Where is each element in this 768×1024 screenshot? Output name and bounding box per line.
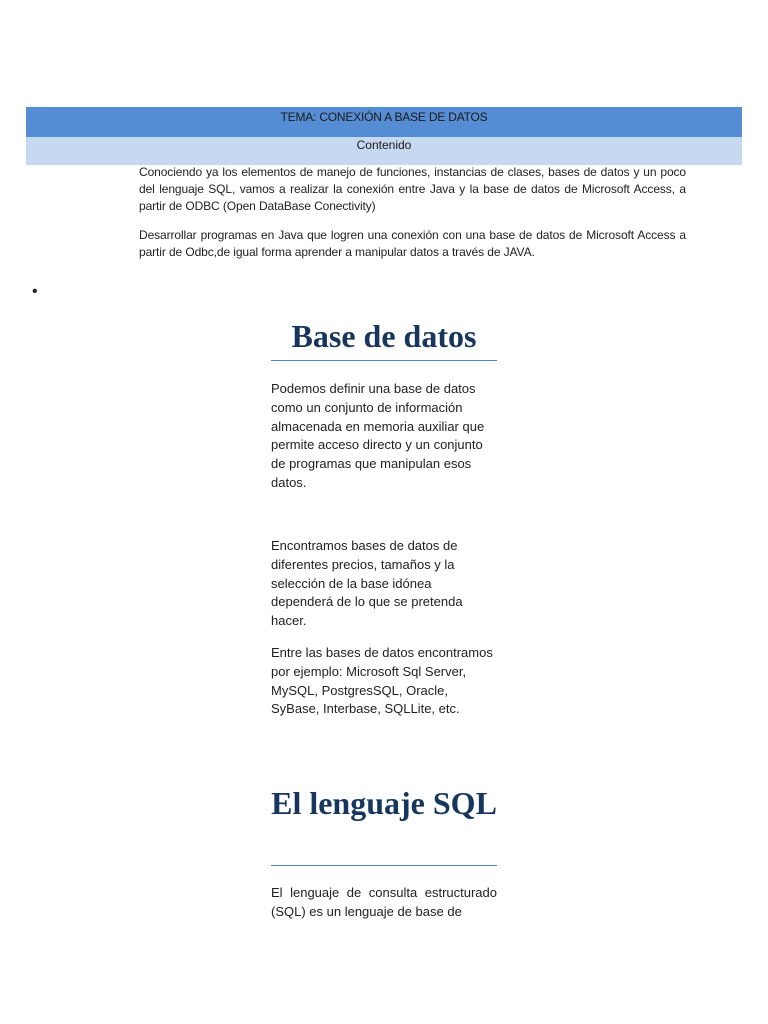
intro-paragraph-context: Conociendo ya los elementos de manejo de funciones, instancias de clases, bases de datos y un poco del lenguaje SQL, vamos a realizar la conexión entre Java y la base de datos de Microsoft Access, a partir de ODBC (Open DataBase Conectivity): [139, 165, 686, 213]
paragraph-definition: Podemos definir una base de datos como un conjunto de información almacenada en memoria auxiliar que permite acceso directo y un conjunto de programas que manipulan esos datos.: [271, 381, 485, 490]
contents-label: Contenido: [356, 138, 412, 152]
document-title-band: [26, 107, 742, 137]
contents-band: [26, 137, 742, 165]
paragraph-prices: Encontramos bases de datos de diferentes precios, tamaños y la selección de la base idónea dependerá de lo que se pretenda hacer.: [271, 538, 463, 629]
document-title: TEMA: CONEXIÓN A BASE DE DATOS: [280, 110, 488, 124]
intro-paragraph-objective: Desarrollar programas en Java que logren una conexión con una base de datos de Microsoft Access a partir de Odbc,de igual forma aprender a manipular datos a través de JAVA.: [139, 228, 686, 259]
paragraph-sql-intro: El lenguaje de consulta estructurado (SQL) es un lenguaje de base de: [271, 885, 497, 919]
bullet-marker: •: [32, 283, 38, 300]
heading-lenguaje-sql: El lenguaje SQL: [271, 783, 497, 866]
heading-base-de-datos: Base de datos: [271, 316, 497, 361]
paragraph-examples: Entre las bases de datos encontramos por ejemplo: Microsoft Sql Server, MySQL, PostgresSQL, Oracle, SyBase, Interbase, SQLLite, etc.: [271, 645, 493, 717]
